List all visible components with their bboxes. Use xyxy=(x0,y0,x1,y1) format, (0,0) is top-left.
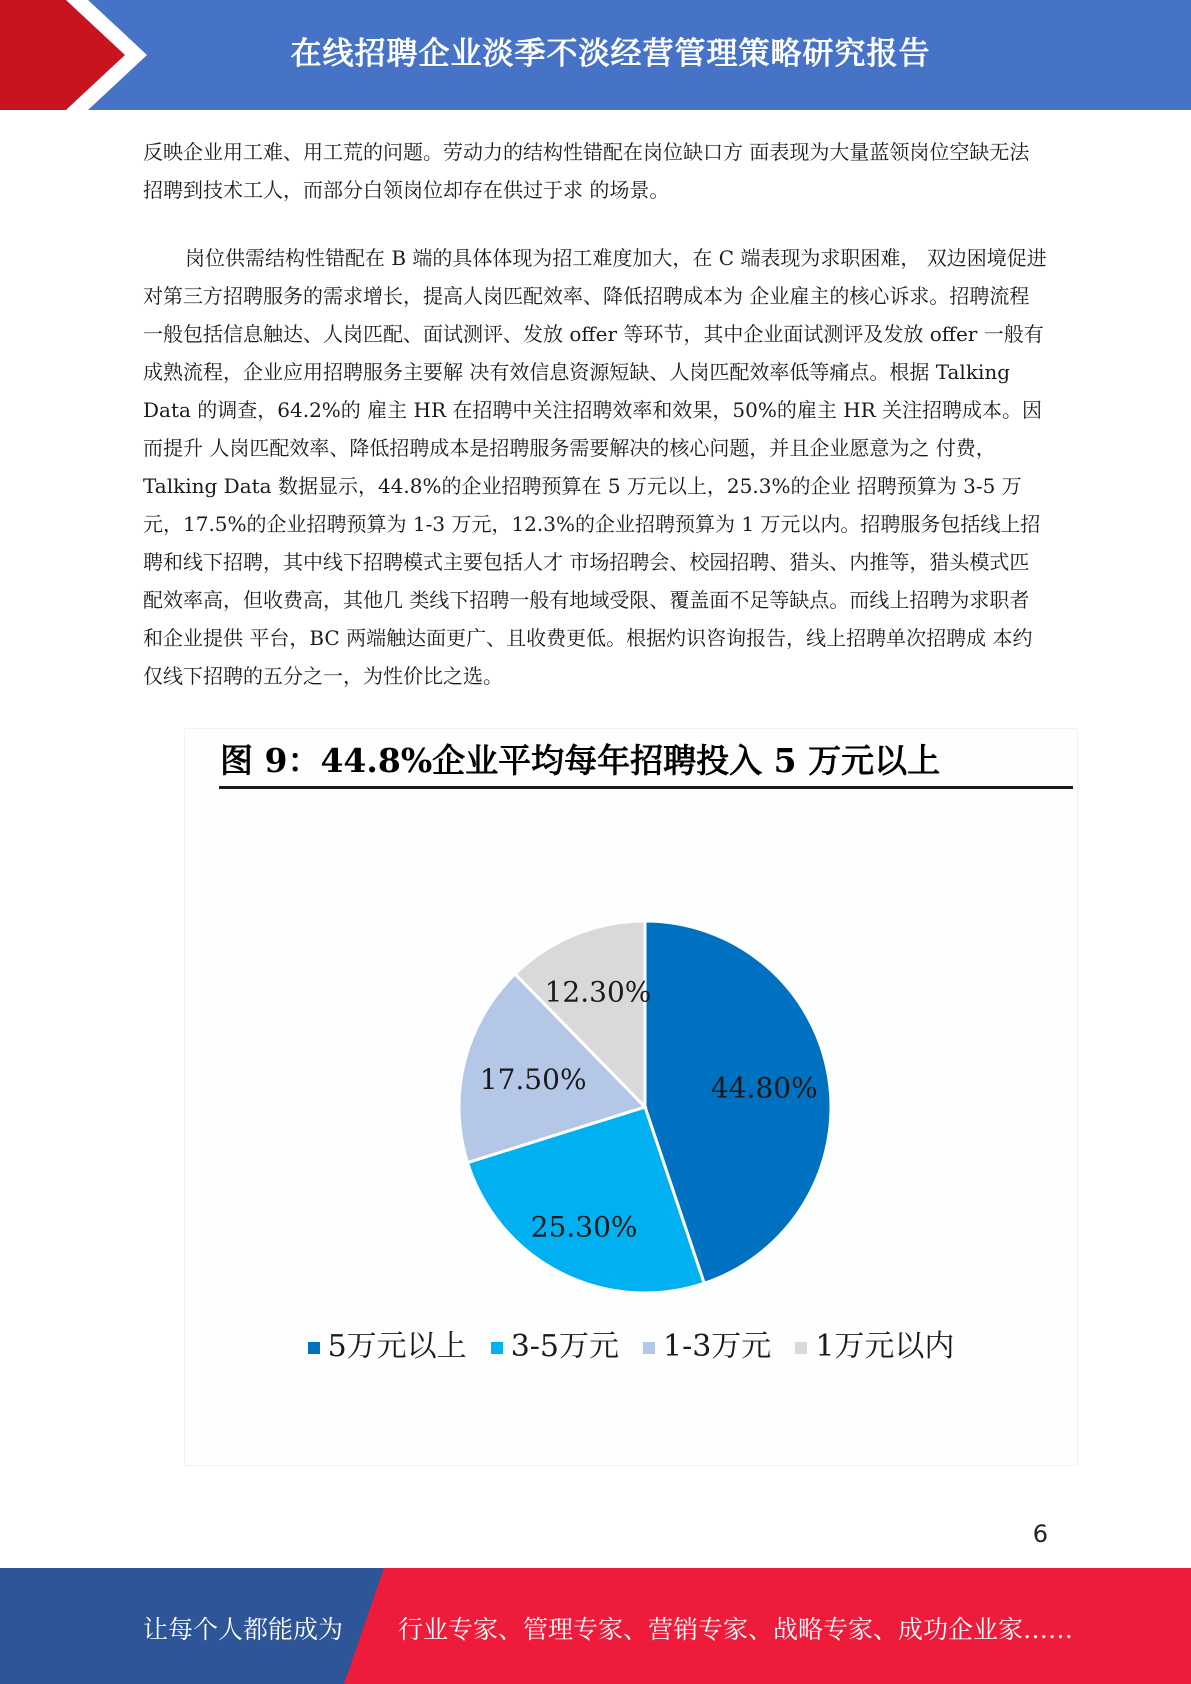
figure-9 xyxy=(184,728,1078,1466)
legend-item-4 xyxy=(795,1321,954,1365)
legend-label-4: 1万元以内 xyxy=(815,1329,955,1364)
page-footer xyxy=(0,1568,1191,1684)
legend-label-2: 3-5万元 xyxy=(510,1329,619,1364)
legend-swatch-4 xyxy=(795,1342,807,1354)
paragraph-2: 岗位供需结构性错配在 B 端的具体体现为招工难度加大，在 C 端表现为求职困难， 双边困境促进对第三方招聘服务的需求增长，提高人岗匹配效率、降低招聘成本为 企业雇主的核心诉求。招聘流程一般包括信息触达、人岗匹配、面试测评、发放 offer 等环节，其中企业面试测评及发放 offer 一般有成熟流程，企业应用招聘服务主要解 决有效信息资源短缺、人岗匹配效率低等痛点。根据 Talking Data 的调查，64.2%的 雇主 HR 在招聘中关注招聘效率和效果，50%的雇主 HR 关注招聘成本。因而提升 人岗匹配效率、降低招聘成本是招聘服务需要解决的核心问题，并且企业愿意为之 付费，Talking Data 数据显示，44.8%的企业招聘预算在 5 万元以上，25.3%的企业 招聘预算为 3-5 万元，17.5%的企业招聘预算为 1-3 万元，12.3%的企业招聘预算为 1 万元以内。招聘服务包括线上招聘和线下招聘，其中线下招聘模式主要包括人才 市场招聘会、校园招聘、猎头、内推等，猎头模式匹配效率高，但收费高，其他几 类线下招聘一般有地域受限、覆盖面不足等缺点。而线上招聘为求职者和企业提供 平台，BC 两端触达面更广、且收费更低。根据灼识咨询报告，线上招聘单次招聘成 本约仅线下招聘的五分之一，为性价比之选。 xyxy=(143,246,1047,688)
header-title: 在线招聘企业淡季不淡经营管理策略研究报告 xyxy=(290,36,931,72)
legend-label-3: 1-3万元 xyxy=(663,1329,772,1364)
pie-chart xyxy=(185,729,1077,1309)
footer-slogan-left: 让每个人都能成为 xyxy=(143,1615,344,1644)
legend-item-2 xyxy=(491,1321,619,1365)
figure-title: 图 9：44.8%企业平均每年招聘投入 5 万元以上 xyxy=(220,741,941,780)
legend-swatch-1 xyxy=(308,1342,320,1354)
pie-slice-label-3: 17.50% xyxy=(479,1062,587,1096)
header-arrow-decoration xyxy=(0,0,150,110)
pie-slice-label-2: 25.30% xyxy=(530,1210,638,1244)
pie-slice-label-1: 44.80% xyxy=(710,1071,818,1105)
page-number: 6 xyxy=(1032,1520,1048,1548)
legend-item-3 xyxy=(643,1321,771,1365)
pie-slice-label-4: 12.30% xyxy=(544,975,652,1009)
paragraph-1: 反映企业用工难、用工荒的问题。劳动力的结构性错配在岗位缺口方 面表现为大量蓝领岗位空缺无法招聘到技术工人，而部分白领岗位却存在供过于求 的场景。 xyxy=(143,140,1030,202)
legend-item-1 xyxy=(308,1321,467,1365)
footer-slogan-right: 行业专家、管理专家、营销专家、战略专家、成功企业家…… xyxy=(398,1615,1074,1644)
legend-swatch-3 xyxy=(643,1342,655,1354)
legend-label-1: 5万元以上 xyxy=(327,1329,467,1364)
chart-legend xyxy=(185,1321,1077,1365)
body-text xyxy=(143,133,1048,695)
page-header xyxy=(0,0,1191,110)
legend-swatch-2 xyxy=(491,1342,503,1354)
